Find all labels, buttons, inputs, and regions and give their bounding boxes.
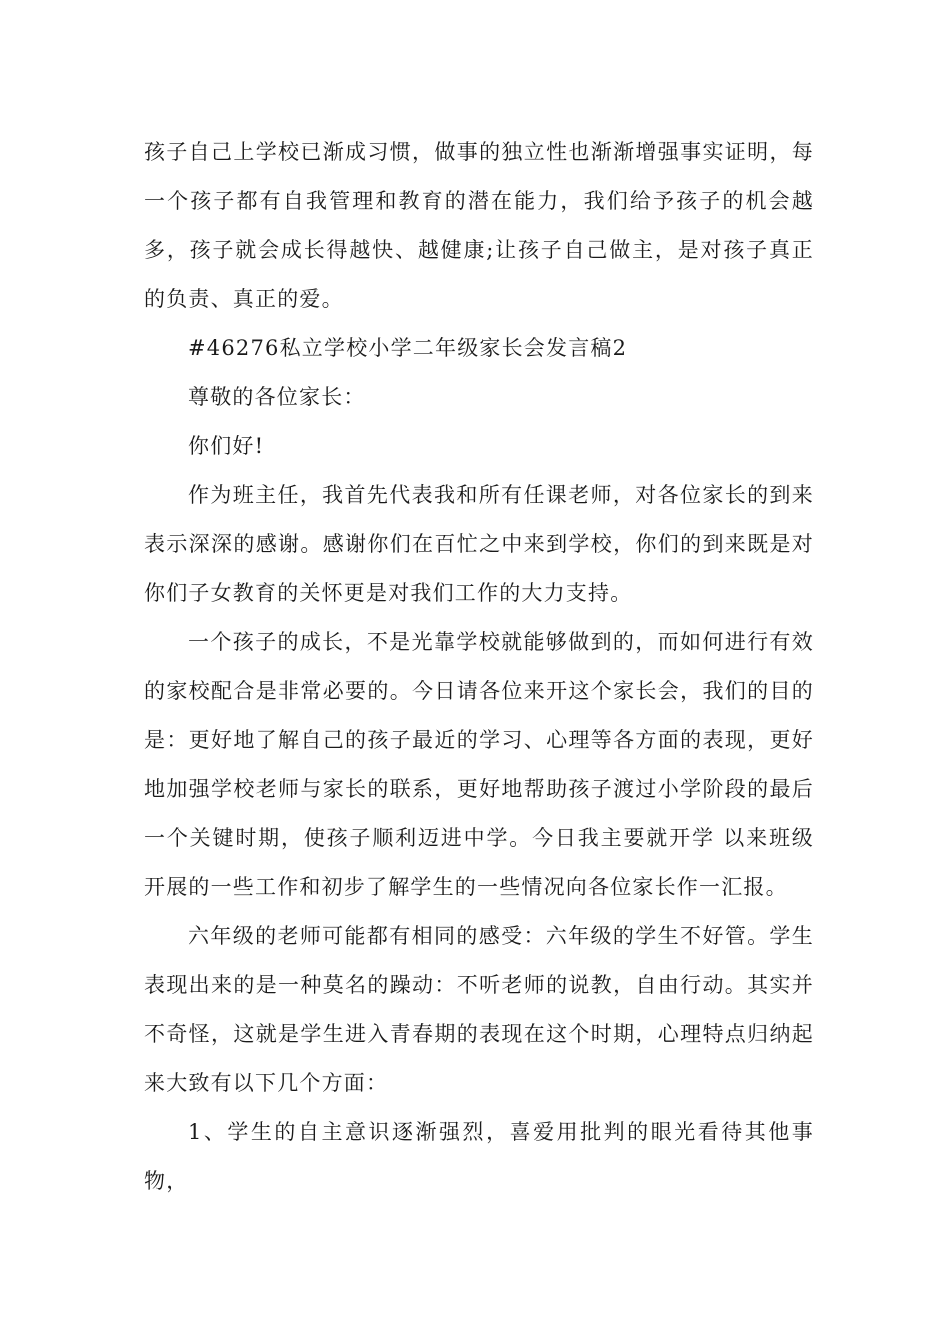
greeting: 你们好! [188,434,265,458]
salutation: 尊敬的各位家长： [188,385,366,409]
document-title: #46276私立学校小学二年级家长会发言稿2 [188,336,628,360]
paragraph-purpose: 一个孩子的成长，不是光靠学校就能够做到的，而如何进行有效的家校配合是非常必要的。今日请各位来开这个家长会，我们的目的是：更好地了解自己的孩子最近的学习、心理等各方面的表现，更好地加强学校老师与家长的联系，更好地帮助孩子渡过小学阶段的最后一个关键时期，使孩子顺利迈进中学。今日我主要就开学 以来班级开展的一些工作和初步了解学生的一些情况向各位家长作一汇报。 [144,630,814,899]
paragraph-thanks: 作为班主任，我首先代表我和所有任课老师，对各位家长的到来表示深深的感谢。感谢你们在百忙之中来到学校，你们的到来既是对你们子女教育的关怀更是对我们工作的大力支持。 [144,483,814,605]
list-item-1: 1、学生的自主意识逐渐强烈，喜爱用批判的眼光看待其他事物， [144,1120,814,1193]
paragraph-continuation: 孩子自己上学校已渐成习惯，做事的独立性也渐渐增强事实证明，每一个孩子都有自我管理和教育的潜在能力，我们给予孩子的机会越多，孩子就会成长得越快、越健康;让孩子自己做主，是对孩子真正的负责、真正的爱。 [144,140,814,311]
document-body [144,128,814,1206]
paragraph-grade-six: 六年级的老师可能都有相同的感受：六年级的学生不好管。学生表现出来的是一种莫名的躁动：不听老师的说教，自由行动。其实并不奇怪，这就是学生进入青春期的表现在这个时期，心理特点归纳起来大致有以下几个方面： [144,924,814,1095]
